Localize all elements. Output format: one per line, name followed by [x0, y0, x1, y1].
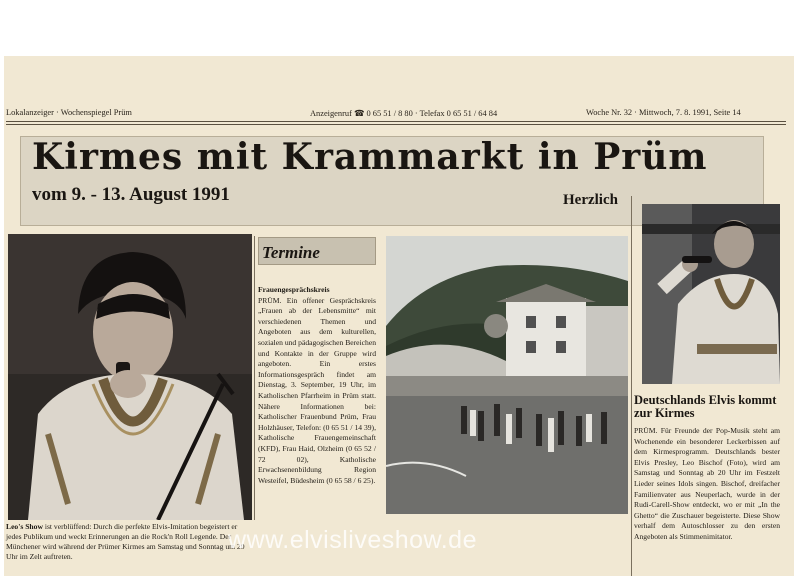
- website-watermark: www.elvisliveshow.de: [228, 526, 477, 554]
- caption-text: ist verblüffend: Durch die perfekte Elvis-Imitation begeistert er jedes Publikum und weckt Erinnerungen an die Rock'n Roll Legende. Der Münchener wird während der Prümer Kirmes am Samstag und Sonntag um 20 Uhr im Zelt auftreten.: [6, 522, 245, 561]
- masthead-rule: [6, 121, 786, 122]
- article-elvis: [634, 394, 780, 543]
- masthead-issue: Woche Nr. 32 · Mittwoch, 7. 8. 1991, Seite 14: [586, 108, 741, 117]
- greeting-text: Herzlich: [563, 192, 618, 208]
- caption-lead: Leo's Show: [6, 522, 43, 531]
- page-subtitle-dates: vom 9. - 13. August 1991: [32, 184, 230, 205]
- termine-article: [258, 285, 376, 486]
- article-body: PRÜM. Für Freunde der Pop-Musik steht am Wochenende ein besonderer Leckerbissen auf dem Kirmesprogramm. Deutschlands bester Elvis Presley, Leo Bischof (Foto), wird am Samstag und Sonntag ab 20 Uhr im Festzelt Lieder seines Idols singen. Bischof, dreifacher Familienvater aus Neuperlach, wurde in der Rudi-Carell-Show entdeckt, wo er mit „In the Ghetto“ die Zuschauer begeisterte. Diese Show verhalf dem Autoschlosser zu den ersten Angeboten als Stimmenimitator.: [634, 426, 780, 541]
- page-title: Kirmes mit Krammarkt in Prüm: [32, 136, 708, 178]
- photo-elvis-impersonator-left: [8, 234, 252, 520]
- masthead-publication: Lokalanzeiger · Wochenspiegel Prüm: [6, 108, 132, 117]
- photo-kirmes-scene: [386, 236, 628, 514]
- photo-elvis-impersonator-right: [642, 204, 780, 384]
- masthead-rule-double: [6, 124, 786, 125]
- photo-caption-left: [6, 522, 252, 562]
- termine-heading: Termine: [262, 243, 320, 262]
- column-divider: [254, 236, 255, 520]
- termine-body-text: PRÜM. Ein offener Gesprächskreis „Frauen ab der Lebensmitte“ mit verschiedenen Themen und Angeboten aus dem kulturellen, sozialen und pädagogischen Bereichen und Kontakte in der Gruppe wird angeboten. Ein erstes Informationsgespräch findet am Dienstag, 3. September, 19 Uhr, im Katholischen Pfarrheim in Prüm statt. Nähere Informationen bei: Katholischer Frauenbund Prüm, Frau Holzhäuser, Telefon: (0 65 51 / 14 39), Katholische Frauengemeinschaft (KFD), Frau Haid, Olzheim (0 65 52 / 72 02), Katholische Erwachsenenbildung Region Westeifel, Büdesheim (0 65 58 / 6 25).: [258, 295, 376, 485]
- termine-event-title: Frauengesprächskreis: [258, 285, 330, 294]
- masthead-contact: Anzeigenruf ☎ 0 65 51 / 8 80 · Telefax 0 65 51 / 64 84: [310, 109, 498, 118]
- article-headline: Deutschlands Elvis kommt zur Kirmes: [634, 393, 777, 420]
- column-divider-right: [631, 196, 632, 576]
